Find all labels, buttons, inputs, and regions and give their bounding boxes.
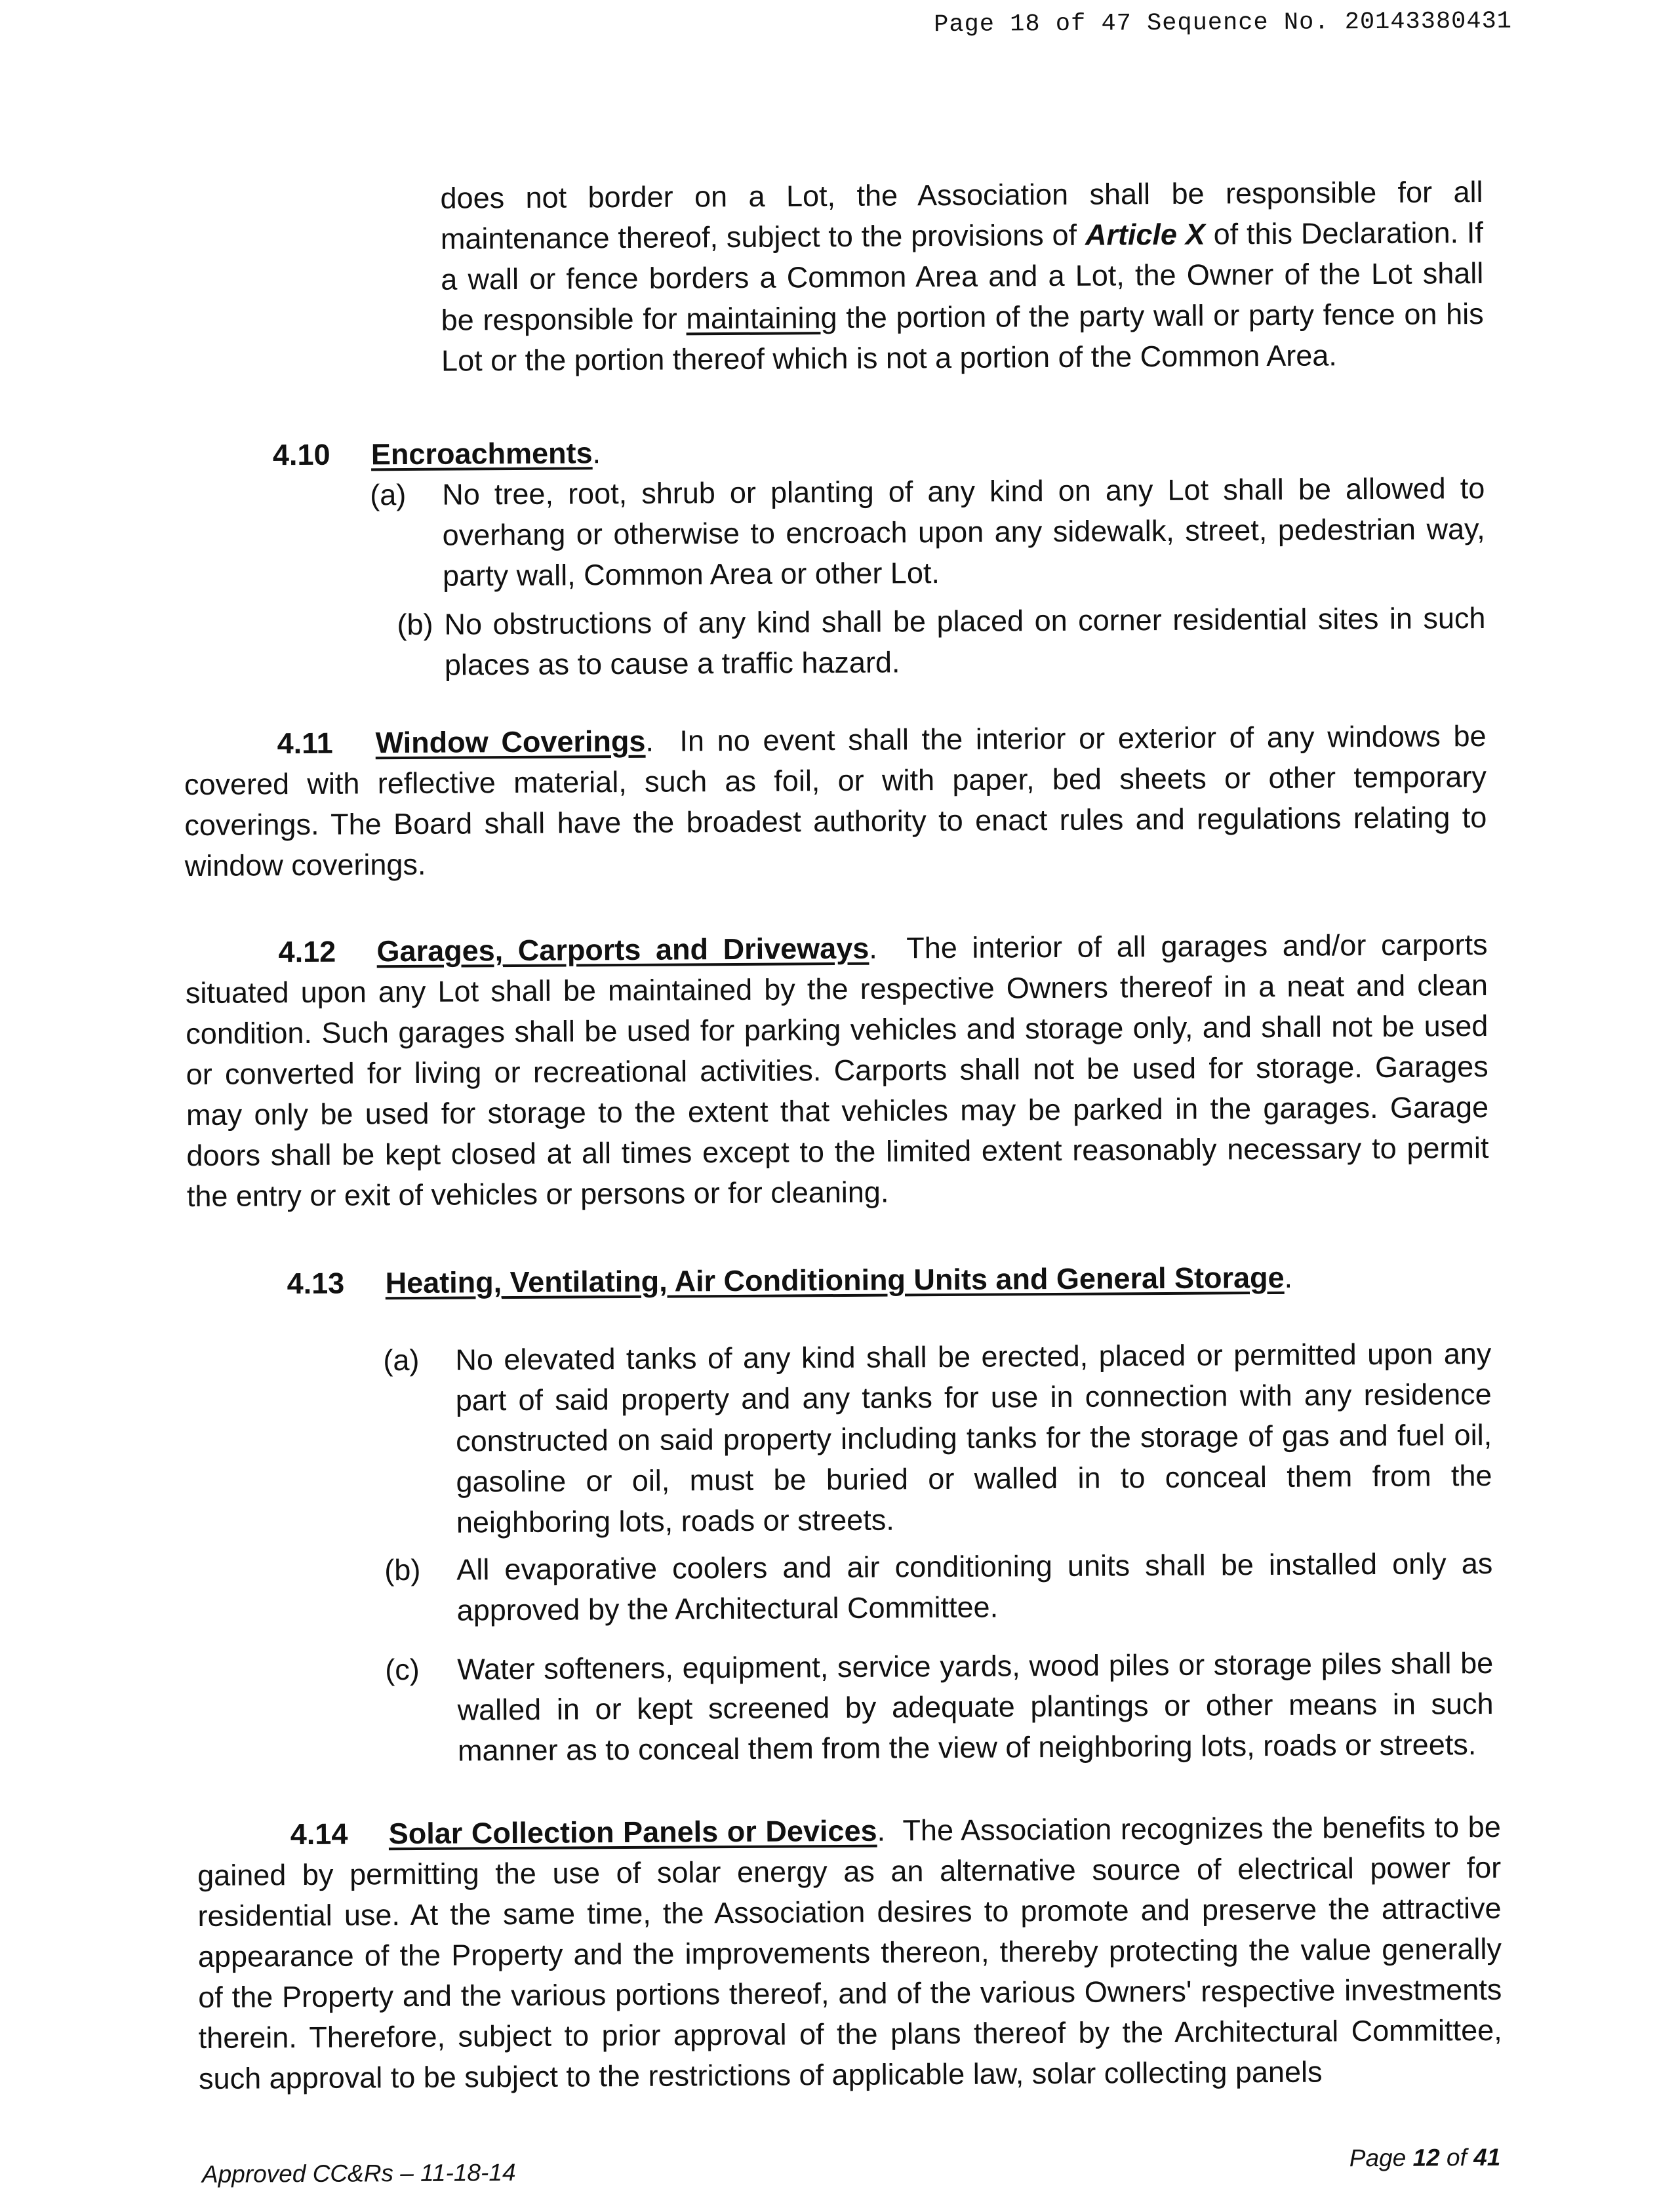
section-title: Window Coverings — [375, 724, 646, 760]
item-label: (a) — [370, 478, 407, 512]
item-text: All evaporative coolers and air conditioning units shall be installed only as approved by the Architectural Committee. — [456, 1546, 1493, 1627]
item-text: No obstructions of any kind shall be placed on corner residential sites in such places as to cause a traffic hazard. — [444, 601, 1486, 682]
section-4-10-item-b — [397, 598, 1486, 686]
section-text: The Association recognizes the benefits to be gained by permitting the use of solar energy as an alternative source of electrical power for residential use. At the same time, the Association desires to promote and preserve the attractive appearance of the Property and the improvements thereon, thereby protecting the value generally of the Property and the various portions thereof, and of the various Owners' respective investments therein. Therefore, subject to prior approval of the plans thereof by the Architectural Committee, such approval to be subject to the restrictions of applicable law, solar collecting panels — [197, 1809, 1502, 2095]
item-text: No tree, root, shrub or planting of any kind on any Lot shall be allowed to overhang or otherwise to encroach upon any sidewalk, street, pedestrian way, party wall, Common Area or other Lot. — [442, 471, 1485, 593]
section-number: 4.13 — [287, 1266, 345, 1301]
article-reference: Article X — [1085, 217, 1205, 252]
section-number: 4.14 — [290, 1817, 348, 1851]
section-title: Heating, Ventilating, Air Conditioning Units and General Storage — [385, 1260, 1285, 1300]
item-label: (b) — [397, 607, 433, 642]
section-4-11-paragraph: 4.11 Window Coverings. In no event shall the interior or exterior of any windows be covered with reflective material, such as foil, or with paper, bed sheets or other temporary coverings. The Board shall have the broadest authority to enact rules and regulations relating to window coverings. — [184, 719, 1487, 883]
item-label: (a) — [383, 1343, 420, 1377]
section-4-14-paragraph: 4.14 Solar Collection Panels or Devices. The Association recognizes the benefits to be gained by permitting the use of solar energy as an alternative source of electrical power for residential use. At the same time, the Association desires to promote and preserve the attractive appearance of the Property and the improvements thereon, thereby protecting the value generally of the Property and the various portions thereof, and of the various Owners' respective investments therein. Therefore, subject to prior approval of the plans thereof by the Architectural Committee, such approval to be subject to the restrictions of applicable law, solar collecting panels — [197, 1809, 1502, 2095]
footer-page-total: 41 — [1473, 2143, 1501, 2171]
section-4-13-item-c — [385, 1643, 1494, 1771]
continuation-text-after: the portion of the party wall or party fence on his Lot or the portion thereof which is not a portion of the Common Area. — [441, 296, 1484, 378]
section-title: Solar Collection Panels or Devices — [388, 1813, 877, 1851]
item-label: (b) — [384, 1552, 421, 1587]
underlined-word: maintaining — [686, 300, 837, 336]
section-4-12-paragraph: 4.12 Garages, Carports and Driveways. The interior of all garages and/or carports situated upon any Lot shall be maintained by the respective Owners thereof in a neat and clean condition. Such garages shall be used for parking vehicles and storage only, and shall not be used or converted for living or recreational activities. Carports shall not be used for storage. Garages may only be used for storage to the extent that vehicles may be parked in the garages. Garage doors shall be kept closed at all times except to the limited extent reasonably necessary to permit the entry or exit of vehicles or persons or for cleaning. — [185, 927, 1489, 1214]
footer-page-of: of — [1439, 2144, 1474, 2171]
footer-page-prefix: Page — [1349, 2144, 1413, 2172]
item-text: No elevated tanks of any kind shall be erected, placed or permitted upon any part of said property and any tanks for use in connection with any residence constructed on said property including tanks for the storage of gas and fuel oil, gasoline or oil, must be buried or walled in to conceal them from the neighboring lots, roads or streets. — [455, 1336, 1492, 1539]
section-4-10-item-a — [370, 468, 1485, 597]
section-4-13-heading: 4.13 Heating, Ventilating, Air Conditioning Units and General Storage. — [287, 1257, 1292, 1304]
item-label: (c) — [385, 1652, 420, 1687]
section-4-13-item-b — [384, 1543, 1493, 1631]
continuation-text-middle: of this Declaration. If a wall or fence borders a Common Area and a Lot, the Owner of the Lot shall be responsible for — [441, 215, 1484, 337]
section-title: Garages, Carports and Driveways — [376, 931, 869, 968]
footer-page-current: 12 — [1412, 2144, 1440, 2171]
continuation-text-before: does not border on a Lot, the Association shall be responsible for all maintenance thereof, subject to the provisions of — [440, 174, 1483, 256]
section-number: 4.10 — [272, 437, 330, 472]
section-number: 4.11 — [277, 726, 333, 760]
footer-page-number — [1349, 2144, 1501, 2172]
continuation-paragraph — [440, 172, 1484, 382]
section-text: In no event shall the interior or exterior of any windows be covered with reflective material, such as foil, or with paper, bed sheets or other temporary coverings. The Board shall have the broadest authority to enact rules and regulations relating to window coverings. — [184, 719, 1487, 883]
section-text: The interior of all garages and/or carports situated upon any Lot shall be maintained by the respective Owners thereof in a neat and clean condition. Such garages shall be used for parking vehicles and storage only, and shall not be used or converted for living or recreational activities. Carports shall not be used for storage. Garages may only be used for storage to the extent that vehicles may be parked in the garages. Garage doors shall be kept closed at all times except to the limited extent reasonably necessary to permit the entry or exit of vehicles or persons or for cleaning. — [185, 927, 1489, 1214]
page-sequence-stamp: Page 18 of 47 Sequence No. 20143380431 — [934, 7, 1513, 39]
item-text: Water softeners, equipment, service yards, wood piles or storage piles shall be walled in or kept screened by adequate plantings or other means in such manner as to conceal them from the view of neighboring lots, roads or streets. — [457, 1646, 1494, 1768]
section-title: Encroachments — [370, 436, 593, 471]
footer-document-label: Approved CC&Rs – 11-18-14 — [201, 2159, 516, 2188]
section-4-13-item-a — [383, 1333, 1492, 1543]
section-number: 4.12 — [278, 934, 336, 969]
section-4-10-heading: 4.10 Encroachments. — [273, 433, 601, 475]
